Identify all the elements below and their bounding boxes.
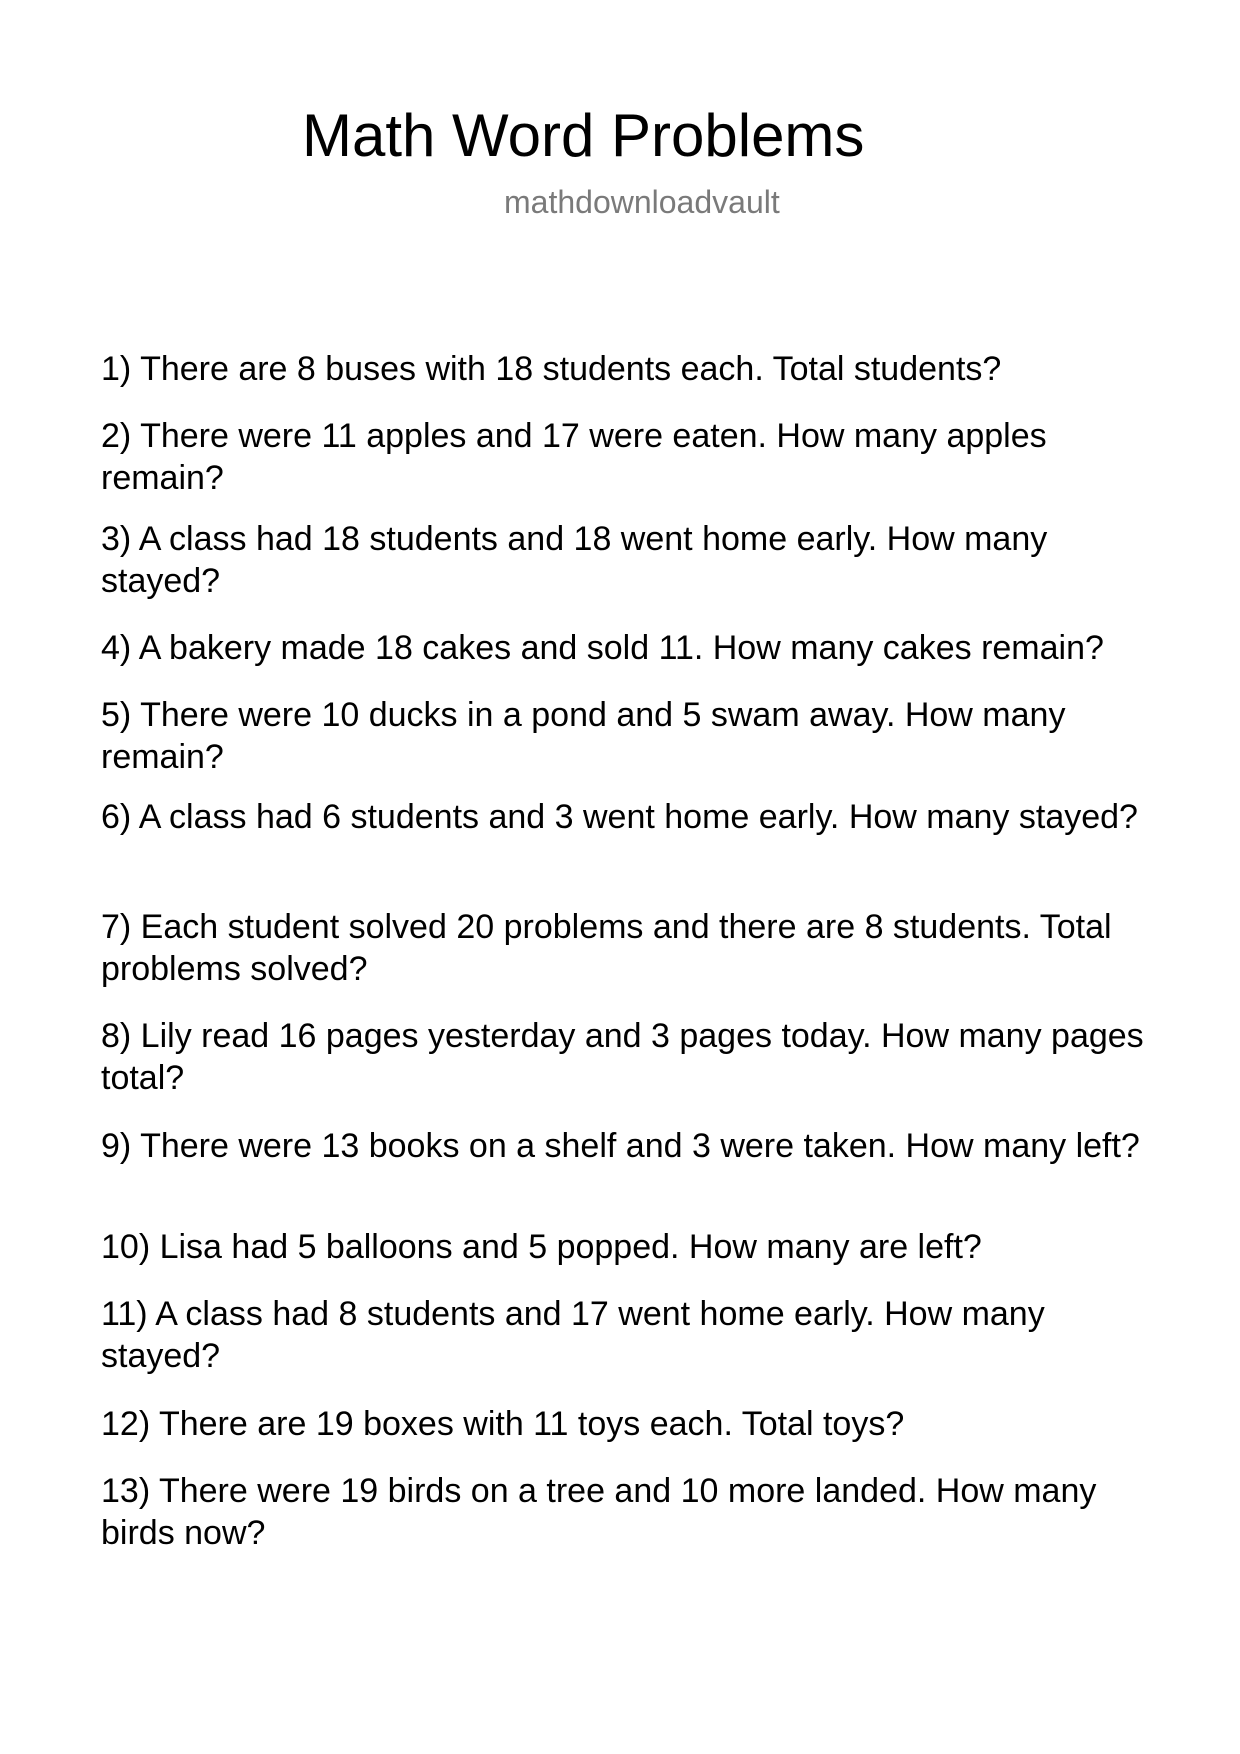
page-title: Math Word Problems	[302, 102, 865, 169]
problem-11: 11) A class had 8 students and 17 went home early. How many stayed?	[101, 1295, 1045, 1375]
problem-13: 13) There were 19 birds on a tree and 10 more landed. How many birds now?	[101, 1472, 1097, 1552]
problem-1: 1) There are 8 buses with 18 students each. Total students?	[101, 350, 1002, 388]
problem-7: 7) Each student solved 20 problems and there are 8 students. Total problems solved?	[101, 908, 1112, 988]
problem-5: 5) There were 10 ducks in a pond and 5 swam away. How many remain?	[101, 696, 1066, 776]
problem-4: 4) A bakery made 18 cakes and sold 11. How many cakes remain?	[101, 629, 1104, 667]
problem-12: 12) There are 19 boxes with 11 toys each. Total toys?	[101, 1405, 905, 1443]
problem-9: 9) There were 13 books on a shelf and 3 were taken. How many left?	[101, 1127, 1140, 1165]
problem-3: 3) A class had 18 students and 18 went home early. How many stayed?	[101, 520, 1048, 600]
page-subtitle: mathdownloadvault	[504, 184, 780, 220]
problem-10: 10) Lisa had 5 balloons and 5 popped. How many are left?	[101, 1228, 982, 1266]
problem-8: 8) Lily read 16 pages yesterday and 3 pages today. How many pages total?	[101, 1017, 1144, 1097]
problem-6: 6) A class had 6 students and 3 went home early. How many stayed?	[101, 798, 1138, 836]
problem-2: 2) There were 11 apples and 17 were eaten. How many apples remain?	[101, 417, 1047, 497]
